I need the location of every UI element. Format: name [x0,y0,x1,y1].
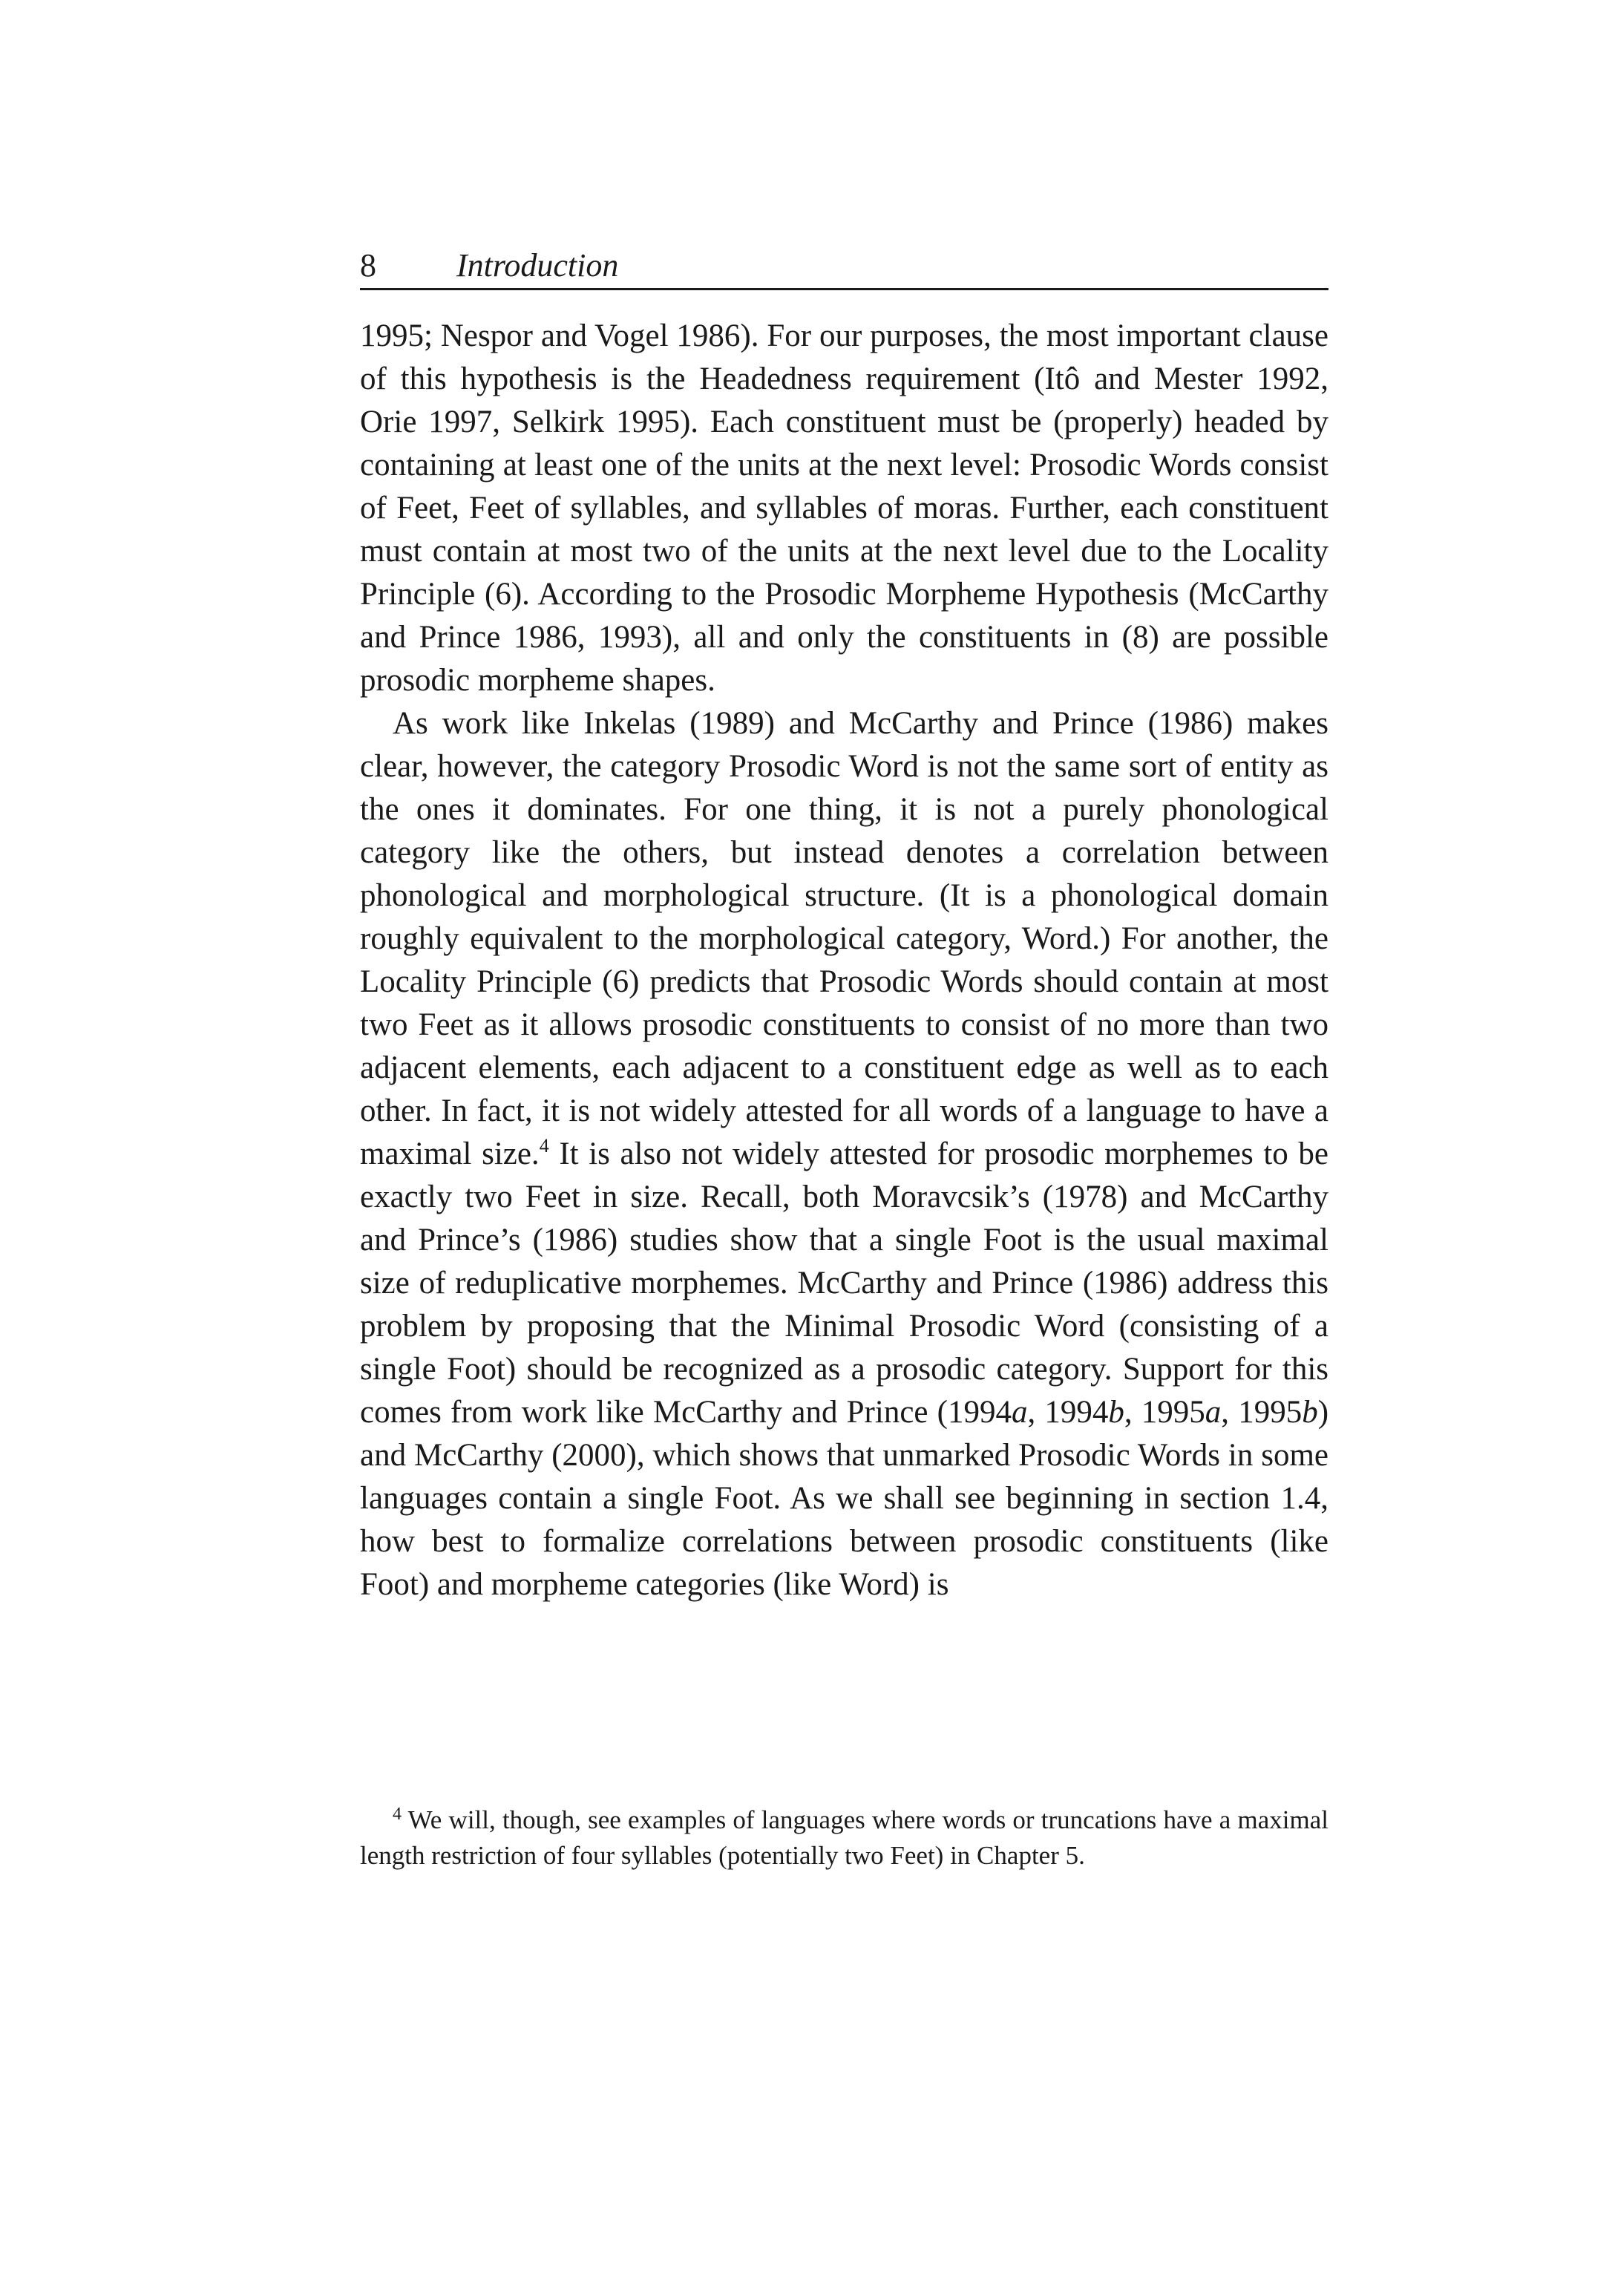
citation-suffix: b [1302,1395,1318,1430]
footnote [360,1802,1328,1874]
paragraph-1: 1995; Nespor and Vogel 1986). For our purposes, the most important clause of this hypothesis is the Headedness requirement (Itô and Mester 1992, Orie 1997, Selkirk 1995). Each constituent must be (properly) headed by containing at least one of the units at the next level: Prosodic Words consist of Feet, Feet of syllables, and syllables of moras. Further, each constituent must contain at most two of the units at the next level due to the Locality Principle (6). According to the Prosodic Morpheme Hypothesis (McCarthy and Prince 1986, 1993), all and only the constituents in (8) are possible prosodic morpheme shapes. [360,318,1328,698]
citation-year: 1995 [1141,1395,1205,1430]
paragraph-2-part-1: As work like Inkelas (1989) and McCarthy and Prince (1986) makes clear, however, the category Prosodic Word is not the same sort of entity as the ones it dominates. For one thing, it is not a purely phonological category like the others, but instead denotes a correlation between phonological and morphological structure. (It is a phonological domain roughly equivalent to the morphological category, Word.) For another, the Locality Principle (6) predicts that Prosodic Words should contain at most two Feet as it allows prosodic constituents to consist of no more than two adjacent elements, each adjacent to a constituent edge as well as to each other. In fact, it is not widely attested for all words of a language to have a maximal size. [360,706,1328,1171]
footnote-reference[interactable]: 4 [539,1135,549,1157]
running-head [360,243,1328,290]
footnote-text: We will, though, see examples of languages where words or truncations have a maximal length restriction of four syllables (potentially two Feet) in Chapter 5. [360,1805,1328,1870]
paragraph-2: As work like Inkelas (1989) and McCarthy and Prince (1986) makes clear, however, the category Prosodic Word is not the same sort of entity as the ones it dominates. For one thing, it is not a purely phonological category like the others, but instead denotes a correlation between phonological and morphological structure. (It is a phonological domain roughly equivalent to the morphological category, Word.) For another, the Locality Principle (6) predicts that Prosodic Words should contain at most two Feet as it allows prosodic constituents to consist of no more than two adjacent elements, each adjacent to a constituent edge as well as to each other. In fact, it is not widely attested for all words of a language to have a maximal size.$^4$ It is also not widely attested for prosodic morphemes to be exactly two Feet in size. Recall, both Moravcsik’s (1978) and McCarthy and Prince’s (1986) studies show that a single Foot is the usual maximal size of reduplicative morphemes. McCarthy and Prince (1986) address this problem by proposing that the Minimal Prosodic Word (consisting of a single Foot) should be recognized as a prosodic category. Support for this comes from work like McCarthy and Prince (1994a, 1994b, 1995a, 1995b) and McCarthy (2000), which shows that unmarked Prosodic Words in some languages contain a single Foot. As we shall see beginning in section 1.4, how best to formalize correlations between prosodic constituents (like Foot) and morpheme categories (like Word) is [360,706,1329,1602]
citation-suffix: a [1205,1395,1222,1430]
citation-year: 1994 [1044,1395,1109,1430]
body-text [360,315,1328,1606]
paragraph-2-part-3: ) and McCarthy (2000), which shows that unmarked Prosodic Words in some languages contain a single Foot. As we shall see beginning in section 1.4, how best to formalize correlations between prosodic constituents (like Foot) and morpheme categories (like Word) is [360,1395,1329,1602]
footnote-number: 4 [393,1805,402,1824]
page-number: 8 [360,247,376,284]
citation-suffix: a [1011,1395,1028,1430]
citation-year: 1995 [1238,1395,1303,1430]
paragraph-2-part-2: It is also not widely attested for prosodic morphemes to be exactly two Feet in size. Recall, both Moravcsik’s (1978) and McCarthy and Prince’s (1986) studies show that a single Foot is the usual maximal size of reduplicative morphemes. McCarthy and Prince (1986) address this problem by proposing that the Minimal Prosodic Word (consisting of a single Foot) should be recognized as a prosodic category. Support for this comes from work like McCarthy and Prince ( [360,1136,1328,1430]
citation-year: 1994 [947,1395,1012,1430]
citation-suffix: b [1108,1395,1124,1430]
running-title: Introduction [456,247,619,284]
